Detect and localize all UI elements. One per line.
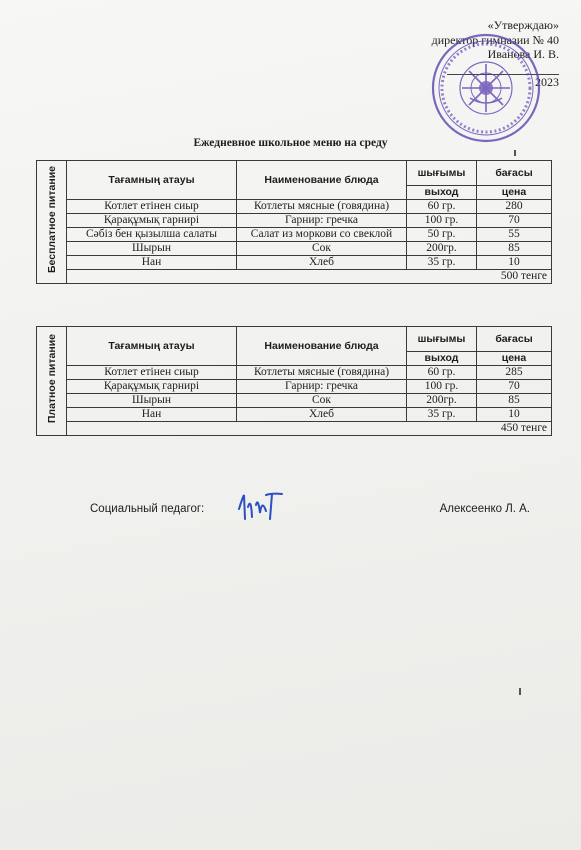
round-official-seal-icon: [430, 32, 542, 144]
cell-dish-ru: Гарнир: гречка: [237, 214, 407, 228]
cell-yield: 100 гр.: [407, 380, 477, 394]
pen-mark: [519, 688, 521, 695]
col-price-ru: цена: [477, 352, 552, 366]
cell-dish-kz: Қарақұмық гарнирі: [67, 214, 237, 228]
cell-dish-ru: Гарнир: гречка: [237, 380, 407, 394]
cell-dish-kz: Сәбіз бен қызылша салаты: [67, 228, 237, 242]
signoff-name: Алексеенко Л. А.: [439, 503, 530, 515]
table-header-row: [37, 161, 552, 186]
cell-price: 85: [477, 242, 552, 256]
table-header-row: [37, 327, 552, 352]
cell-dish-kz: Шырын: [67, 242, 237, 256]
col-yield-kz: шығымы: [407, 327, 477, 352]
table-row: [37, 228, 552, 242]
table-row: [37, 408, 552, 422]
col-price-ru: цена: [477, 186, 552, 200]
cell-dish-ru: Хлеб: [237, 408, 407, 422]
approval-position: директор гимназии № 40: [431, 32, 559, 47]
cell-price: 70: [477, 380, 552, 394]
table-row: [37, 366, 552, 380]
cell-dish-ru: Хлеб: [237, 256, 407, 270]
col-yield-kz: шығымы: [407, 161, 477, 186]
cell-price: 10: [477, 256, 552, 270]
col-name-kz: Тағамның атауы: [67, 161, 237, 200]
total-free: 500 тенге: [67, 270, 552, 284]
cell-dish-ru: Салат из моркови со свеклой: [237, 228, 407, 242]
cell-price: 55: [477, 228, 552, 242]
cell-yield: 200гр.: [407, 242, 477, 256]
section-label-free: Бесплатное питание: [37, 161, 67, 284]
cell-yield: 200гр.: [407, 394, 477, 408]
table-row: [37, 256, 552, 270]
cell-yield: 35 гр.: [407, 408, 477, 422]
cell-dish-kz: Котлет етінен сиыр: [67, 200, 237, 214]
approval-name: Иванова И. В.: [487, 47, 559, 61]
cell-dish-ru: Сок: [237, 394, 407, 408]
cell-yield: 50 гр.: [407, 228, 477, 242]
pen-mark: [514, 150, 516, 156]
table-row: [37, 394, 552, 408]
approval-date: 2023: [535, 74, 559, 89]
table-row: [37, 242, 552, 256]
table-row: [37, 200, 552, 214]
cell-yield: 60 гр.: [407, 366, 477, 380]
total-paid: 450 тенге: [67, 422, 552, 436]
cell-yield: 100 гр.: [407, 214, 477, 228]
cell-dish-ru: Котлеты мясные (говядина): [237, 366, 407, 380]
col-name-kz: Тағамның атауы: [67, 327, 237, 366]
col-yield-ru: выход: [407, 186, 477, 200]
handwritten-signature-icon: [236, 489, 286, 523]
cell-dish-kz: Шырын: [67, 394, 237, 408]
col-name-ru: Наименование блюда: [237, 161, 407, 200]
cell-dish-kz: Қарақұмық гарнирі: [67, 380, 237, 394]
table-row: [37, 380, 552, 394]
cell-price: 280: [477, 200, 552, 214]
cell-dish-kz: Котлет етінен сиыр: [67, 366, 237, 380]
col-yield-ru: выход: [407, 352, 477, 366]
cell-dish-kz: Нан: [67, 408, 237, 422]
cell-dish-kz: Нан: [67, 256, 237, 270]
cell-price: 70: [477, 214, 552, 228]
col-name-ru: Наименование блюда: [237, 327, 407, 366]
section-label-paid: Платное питание: [37, 327, 67, 436]
table-total-row: [37, 422, 552, 436]
approval-title: «Утверждаю»: [487, 18, 559, 32]
cell-yield: 60 гр.: [407, 200, 477, 214]
table-total-row: [37, 270, 552, 284]
cell-price: 10: [477, 408, 552, 422]
cell-dish-ru: Котлеты мясные (говядина): [237, 200, 407, 214]
signoff-role: Социальный педагог:: [90, 503, 205, 515]
cell-dish-ru: Сок: [237, 242, 407, 256]
cell-price: 85: [477, 394, 552, 408]
menu-title: Ежедневное школьное меню на среду: [193, 137, 388, 149]
free-meals-table: [36, 160, 552, 284]
table-row: [37, 214, 552, 228]
paid-meals-table: [36, 326, 552, 436]
col-price-kz: бағасы: [477, 161, 552, 186]
col-price-kz: бағасы: [477, 327, 552, 352]
cell-yield: 35 гр.: [407, 256, 477, 270]
cell-price: 285: [477, 366, 552, 380]
